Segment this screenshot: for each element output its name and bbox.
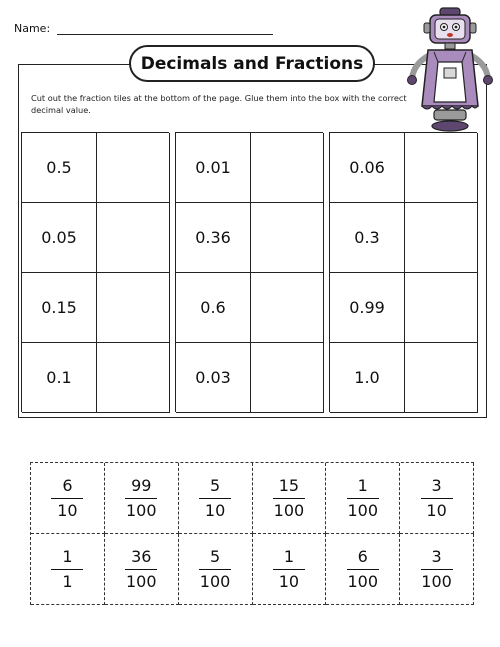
glue-box[interactable] xyxy=(251,203,324,273)
numerator: 36 xyxy=(131,546,152,566)
denominator: 100 xyxy=(347,571,379,591)
name-line[interactable] xyxy=(57,34,273,35)
numerator: 3 xyxy=(431,546,442,566)
decimal-cell: 0.15 xyxy=(22,273,97,343)
decimal-grid-1 xyxy=(21,132,169,412)
decimal-cell: 1.0 xyxy=(330,343,405,413)
decimal-cell: 0.06 xyxy=(330,133,405,203)
denominator: 100 xyxy=(125,571,157,591)
numerator: 3 xyxy=(431,475,442,495)
numerator: 15 xyxy=(278,475,300,495)
glue-box[interactable] xyxy=(251,273,324,343)
fraction-bar xyxy=(273,569,305,570)
glue-box[interactable] xyxy=(251,133,324,203)
decimal-cell: 0.36 xyxy=(176,203,251,273)
fraction-tile[interactable] xyxy=(400,463,474,534)
glue-box[interactable] xyxy=(97,273,170,343)
fraction-tile[interactable] xyxy=(326,463,400,534)
decimal-cell: 0.6 xyxy=(176,273,251,343)
denominator: 10 xyxy=(57,500,78,520)
glue-box[interactable] xyxy=(97,203,170,273)
numerator: 99 xyxy=(131,475,152,495)
decimal-cell: 0.05 xyxy=(22,203,97,273)
numerator: 5 xyxy=(209,475,221,495)
fraction-tile[interactable] xyxy=(105,463,179,534)
fraction-bar xyxy=(51,498,83,499)
decimal-cell: 0.99 xyxy=(330,273,405,343)
fraction-tile[interactable] xyxy=(179,534,253,605)
fraction-bar xyxy=(51,569,83,570)
numerator: 6 xyxy=(357,546,368,566)
fraction-tile[interactable] xyxy=(179,463,253,534)
numerator: 6 xyxy=(62,475,73,495)
fraction-tiles xyxy=(30,462,474,605)
fraction-tile[interactable] xyxy=(31,463,105,534)
glue-box[interactable] xyxy=(405,133,478,203)
denominator: 10 xyxy=(278,571,300,591)
glue-box[interactable] xyxy=(97,343,170,413)
glue-box[interactable] xyxy=(251,343,324,413)
decimal-cell: 0.3 xyxy=(330,203,405,273)
fraction-bar xyxy=(199,569,231,570)
fraction-bar xyxy=(421,498,453,499)
fraction-tile[interactable] xyxy=(253,463,327,534)
numerator: 1 xyxy=(283,546,294,566)
decimal-cell: 0.01 xyxy=(176,133,251,203)
glue-box[interactable] xyxy=(405,273,478,343)
numerator: 1 xyxy=(357,475,368,495)
fraction-bar xyxy=(199,498,231,499)
decimal-grid-2 xyxy=(175,132,323,412)
denominator: 100 xyxy=(273,500,305,520)
numerator: 5 xyxy=(209,546,221,566)
denominator: 10 xyxy=(426,500,447,520)
page-title: Decimals and Fractions xyxy=(129,45,375,82)
fraction-tile[interactable] xyxy=(326,534,400,605)
denominator: 1 xyxy=(62,571,73,591)
robot-maid-icon xyxy=(404,6,496,134)
fraction-tile[interactable] xyxy=(253,534,327,605)
name-label: Name: xyxy=(14,22,51,35)
fraction-bar xyxy=(273,498,305,499)
decimal-grid-3 xyxy=(329,132,477,412)
decimal-cell: 0.1 xyxy=(22,343,97,413)
numerator: 1 xyxy=(62,546,73,566)
glue-box[interactable] xyxy=(405,203,478,273)
denominator: 100 xyxy=(347,500,379,520)
fraction-bar xyxy=(347,498,379,499)
fraction-bar xyxy=(347,569,379,570)
fraction-bar xyxy=(125,498,157,499)
denominator: 100 xyxy=(125,500,157,520)
fraction-bar xyxy=(421,569,453,570)
denominator: 100 xyxy=(199,571,231,591)
glue-box[interactable] xyxy=(405,343,478,413)
fraction-tile[interactable] xyxy=(31,534,105,605)
decimal-cell: 0.5 xyxy=(22,133,97,203)
denominator: 10 xyxy=(204,500,226,520)
decimal-cell: 0.03 xyxy=(176,343,251,413)
glue-box[interactable] xyxy=(97,133,170,203)
fraction-bar xyxy=(125,569,157,570)
fraction-tile[interactable] xyxy=(400,534,474,605)
fraction-tile[interactable] xyxy=(105,534,179,605)
denominator: 100 xyxy=(421,571,452,591)
instructions-text: Cut out the fraction tiles at the bottom of the page. Glue them into the box with the correct decimal value. xyxy=(31,93,407,115)
